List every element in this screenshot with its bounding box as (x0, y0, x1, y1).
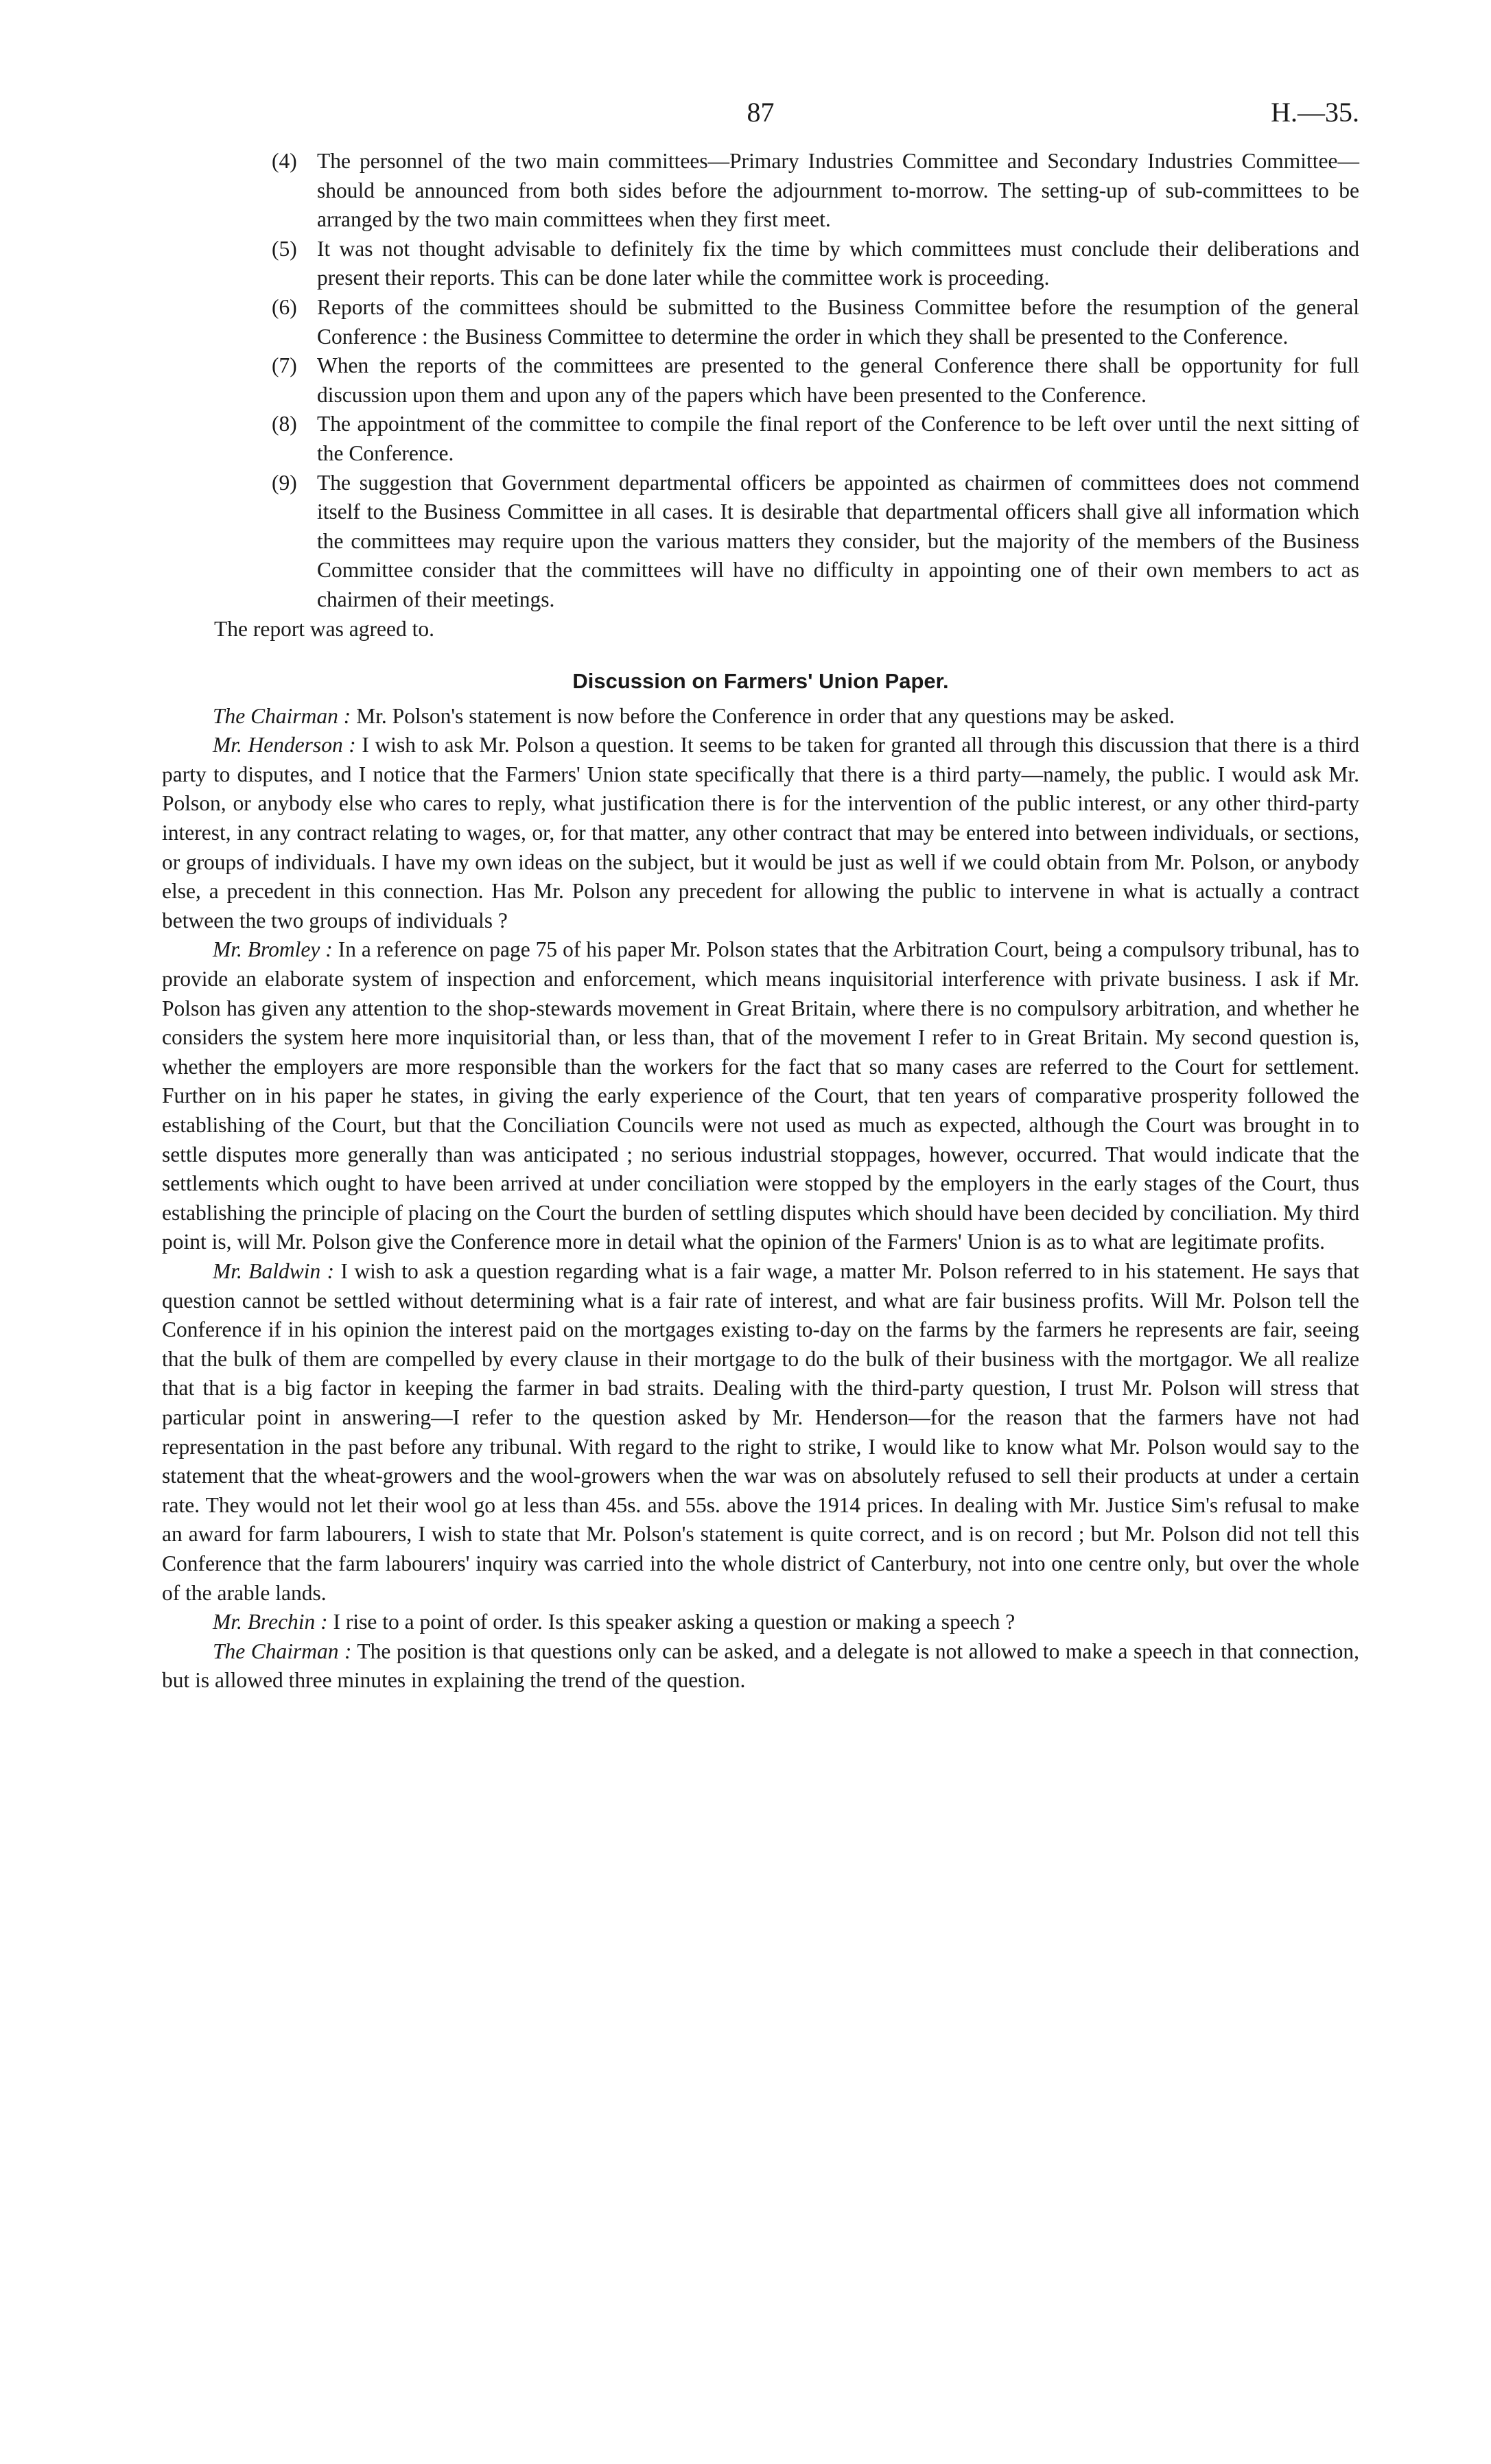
list-item-text: When the reports of the committees are presented to the general Conference there shall be opportunity for full discussion upon them and upon any of the papers which have been presented to the Conference. (317, 353, 1359, 407)
speaker-name: Mr. Brechin : (213, 1610, 328, 1634)
discussion-paragraph (162, 1608, 1359, 1637)
speaker-name: The Chairman : (213, 1639, 352, 1663)
list-item-text: The personnel of the two main committees—Primary Industries Committee and Secondary Industries Committee—should be announced from both sides before the adjournment to-morrow. The setting-up of sub-committees to be arranged by the two main committees when they first meet. (317, 149, 1359, 232)
list-item-number: (8) (272, 412, 297, 436)
paragraph-text: The position is that questions only can be asked, and a delegate is not allowed to make a speech in that connection, but is allowed three minutes in explaining the trend of the question. (162, 1639, 1359, 1693)
paragraph-text: Mr. Polson's statement is now before the Conference in order that any questions may be asked. (356, 703, 1175, 728)
list-item-text: It was not thought advisable to definitely fix the time by which committees must conclude their deliberations and present their reports. This can be done later while the committee work is proceeding. (317, 236, 1359, 290)
document-reference: H.—35. (1271, 97, 1359, 128)
section-heading: Discussion on Farmers' Union Paper. (572, 669, 949, 694)
speaker-name: The Chairman : (213, 703, 351, 728)
discussion-paragraph (162, 935, 1359, 1257)
paragraph-text: I wish to ask Mr. Polson a question. It seems to be taken for granted all through this discussion that there is a third party to disputes, and I notice that the Farmers' Union state specifically that there is a third party—namely, the public. I would ask Mr. Polson, or anybody else who cares to reply, what justification there is for the intervention of the public interest, or any other third-party interest, in any contract relating to wages, or, for that matter, any other contract that may be entered into between individuals, or sections, or groups of individuals. I have my own ideas on the subject, but it would be just as well if we could obtain from Mr. Polson, or anybody else, a precedent in this connection. Has Mr. Polson any precedent for allowing the public to intervene in what is actually a contract between the two groups of individuals ? (162, 733, 1360, 932)
list-item-number: (9) (272, 470, 297, 495)
list-item-text: Reports of the committees should be submitted to the Business Committee before the resumption of the general Conference : the Business Committee to determine the order in which they shall be presented to the Conference. (317, 294, 1359, 349)
list-item-text: The suggestion that Government departmental officers be appointed as chairmen of committees does not commend itself to the Business Committee in all cases. It is desirable that departmental officers shall give all information which the committees may require upon the various matters they consider, but the majority of the members of the Business Committee consider that the committees will have no difficulty in appointing one of their own members to act as chairmen of their meetings. (317, 470, 1359, 611)
list-item-number: (5) (272, 236, 297, 261)
discussion-paragraph (162, 702, 1359, 731)
discussion-paragraph (162, 731, 1359, 935)
list-item (162, 235, 1359, 293)
page-header (162, 96, 1359, 137)
paragraph-text: I wish to ask a question regarding what is a fair wage, a matter Mr. Polson referred to in his statement. He says that question cannot be settled without determining what is a fair rate of interest, and what are fair business profits. Will Mr. Polson tell the Conference if in his opinion the interest paid on the mortgages existing to-day on the farms by the farmers he represents are fair, seeing that the bulk of them are compelled by every clause in their mortgage to do the bulk of their business with the mortgagor. We all realize that that is a big factor in keeping the farmer in bad straits. Dealing with the third-party question, I trust Mr. Polson will stress that particular point in answering—I refer to the question asked by Mr. Henderson—for the reason that the farmers have not had representation in the past before any tribunal. With regard to the right to strike, I would like to know what Mr. Polson would say to the statement that the wheat-growers and the wool-growers when the war was on absolutely refused to sell their products at under a certain rate. They would not let their wool go at less than 45s. and 55s. above the 1914 prices. In dealing with Mr. Justice Sim's refusal to make an award for farm labourers, I wish to state that Mr. Polson's statement is quite correct, and is on record ; but Mr. Polson did not tell this Conference that the farm labourers' inquiry was carried into the whole district of Canterbury, not into one centre only, but over the whole of the arable lands. (162, 1258, 1360, 1605)
report-agreed-line: The report was agreed to. (214, 616, 434, 641)
list-item-number: (7) (272, 353, 297, 378)
list-item (162, 147, 1359, 235)
list-item-number: (6) (272, 294, 297, 319)
paragraph-text: In a reference on page 75 of his paper Mr. Polson states that the Arbitration Court, being a compulsory tribunal, has to provide an elaborate system of inspection and enforcement, which means inquisitorial interference with private business. I ask if Mr. Polson has given any attention to the shop-stewards movement in Great Britain, where there is no compulsory arbitration, and whether he considers the system here more inquisitorial than, or less than, that of the movement I refer to in Great Britain. My second question is, whether the employers are more responsible than the workers for the fact that so many cases are referred to the Court for settlement. Further on in his paper he states, in giving the early experience of the Court, that ten years of comparative prosperity followed the establishing of the Court, but that the Conciliation Councils were not used as much as expected, although the Court was brought in to settle disputes more generally than was anticipated ; no serious industrial stoppages, however, occurred. That would indicate that the settlements which ought to have been arrived at under conciliation were stopped by the employers in the early stages of the Court, thus establishing the principle of placing on the Court the burden of settling disputes which should have been decided by conciliation. My third point is, will Mr. Polson give the Conference more in detail what the opinion of the Farmers' Union is as to what are legitimate profits. (162, 937, 1359, 1254)
paragraph-text: I rise to a point of order. Is this speaker asking a question or making a speech ? (333, 1610, 1015, 1634)
business-report-list (162, 147, 1359, 615)
list-item-number: (4) (272, 149, 297, 173)
list-item (162, 410, 1359, 468)
list-item (162, 293, 1359, 351)
discussion-paragraph (162, 1637, 1359, 1696)
discussion-paragraph (162, 1257, 1359, 1608)
list-item (162, 351, 1359, 410)
speaker-name: Mr. Baldwin : (213, 1258, 335, 1283)
page-number: 87 (747, 97, 775, 128)
speaker-name: Mr. Bromley : (213, 937, 333, 962)
speaker-name: Mr. Henderson : (213, 733, 356, 758)
page-body (162, 147, 1359, 1696)
list-item-text: The appointment of the committee to compile the final report of the Conference to be left over until the next sitting of the Conference. (317, 412, 1359, 465)
list-item (162, 469, 1359, 615)
document-page (162, 96, 1359, 1696)
